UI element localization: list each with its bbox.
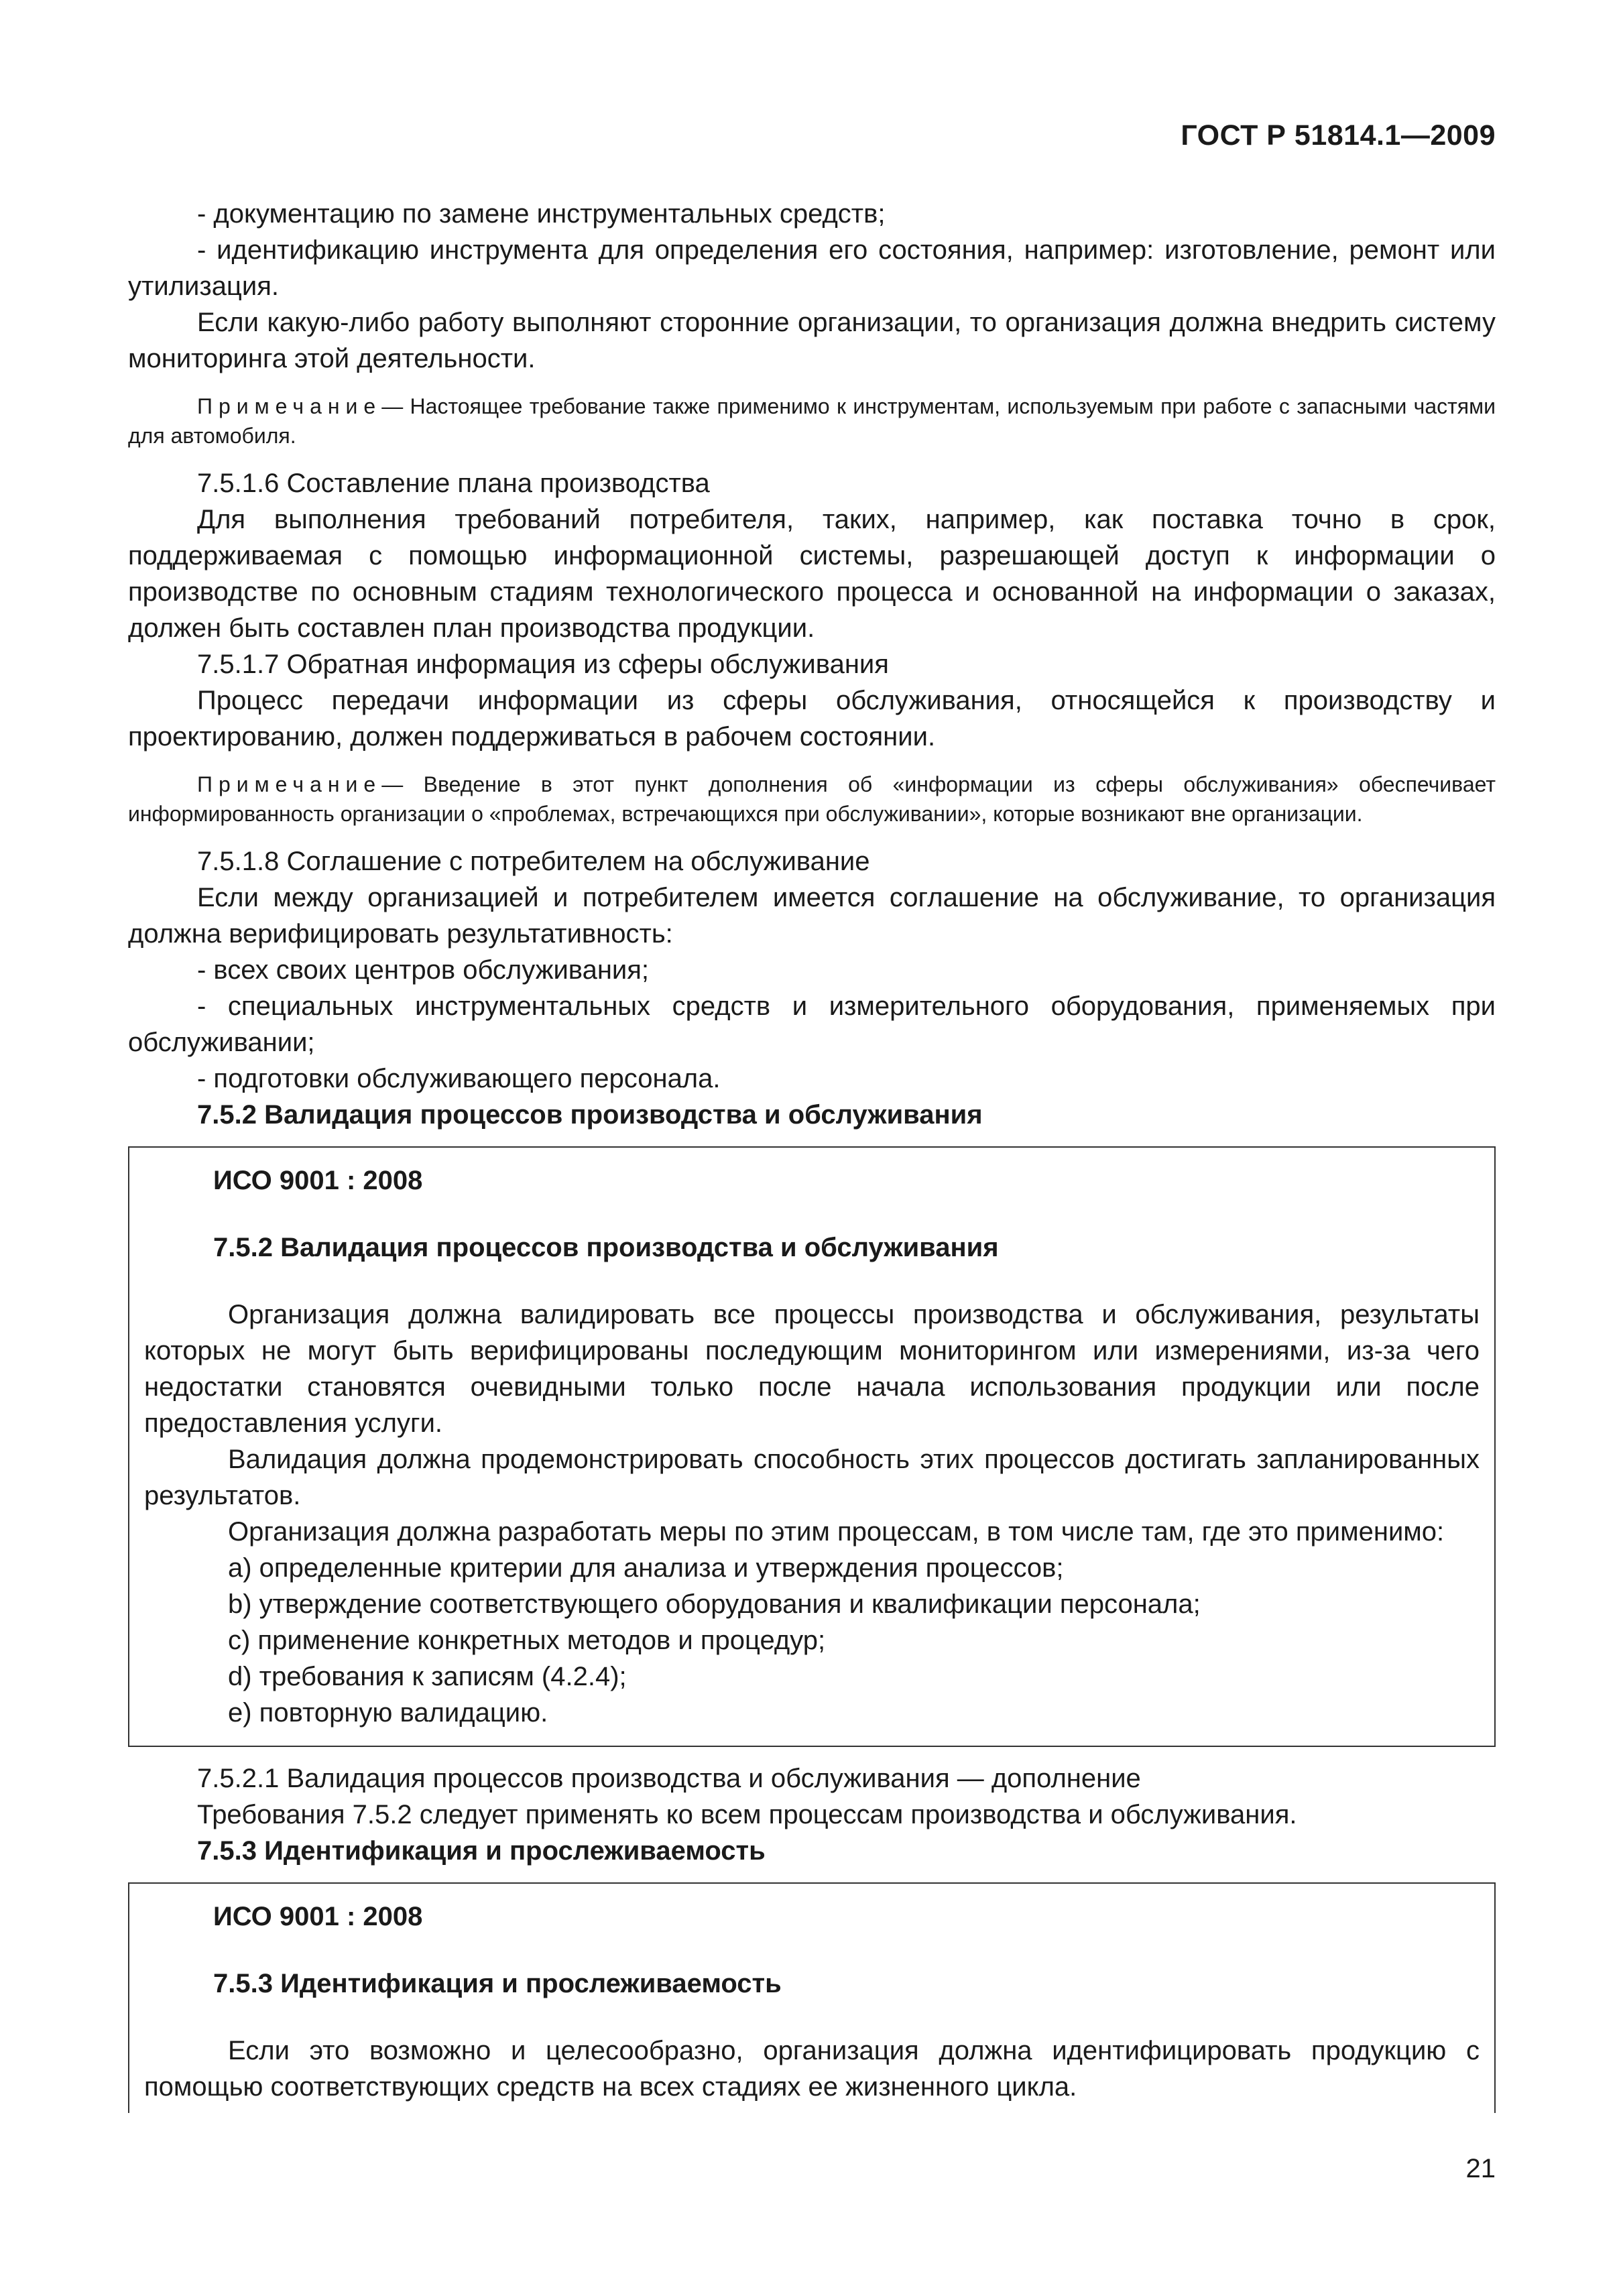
list-item: b) утверждение соответствующего оборудования и квалификации персонала; <box>228 1589 1201 1619</box>
note-label: Примечание <box>197 394 382 418</box>
page-number: 21 <box>1465 2154 1496 2183</box>
paragraph: Организация должна валидировать все процессы производства и обслуживания, результаты которых не могут быть верифицированы последующим мониторингом или измерениями, из-за чего недостатки становятся очевидными только после начала использования продукции или после предоставления услуги. <box>144 1300 1480 1438</box>
note-text: — Настоящее требование также применимо к инструментам, используемым при работе с запасными частями для автомобиля. <box>128 394 1496 448</box>
section-heading: 7.5.3 Идентификация и прослеживаемость <box>197 1836 766 1866</box>
list-item: a) определенные критерии для анализа и утверждения процессов; <box>228 1553 1064 1583</box>
section-title: 7.5.1.6 Составление плана производства <box>197 469 710 498</box>
iso-quote-box <box>128 1146 1496 1747</box>
paragraph: Валидация должна продемонстрировать способность этих процессов достигать запланированных результатов. <box>144 1445 1480 1510</box>
section-title: 7.5.2.1 Валидация процессов производства и обслуживания — дополнение <box>197 1764 1141 1793</box>
paragraph: Требования 7.5.2 следует применять ко всем процессам производства и обслуживания. <box>197 1800 1297 1829</box>
note-text: — Введение в этот пункт дополнения об «информации из сферы обслуживания» обеспечивает информированность организации о «проблемах, встречающихся при обслуживании», которые возникают вне организации. <box>128 772 1496 826</box>
note <box>128 770 1496 829</box>
box-heading: 7.5.3 Идентификация и прослеживаемость <box>213 1969 782 1998</box>
note-label: Примечание <box>197 772 382 796</box>
paragraph: Организация должна разработать меры по этим процессам, в том числе там, где это применимо: <box>228 1517 1445 1547</box>
list-item: - подготовки обслуживающего персонала. <box>197 1064 721 1093</box>
iso-quote-box <box>128 1882 1496 2113</box>
list-item: d) требования к записям (4.2.4); <box>228 1662 627 1691</box>
section-title: 7.5.1.8 Соглашение с потребителем на обслуживание <box>197 847 870 876</box>
list-item: e) повторную валидацию. <box>228 1698 548 1728</box>
list-item: c) применение конкретных методов и процедур; <box>228 1626 826 1655</box>
list-item: - специальных инструментальных средств и измерительного оборудования, применяемых при обслуживании; <box>128 991 1496 1057</box>
paragraph: Для выполнения требований потребителя, таких, например, как поставка точно в срок, поддерживаемая с помощью информационной системы, разрешающей доступ к информации о производстве по основным стадиям технологического процесса и основанной на информации о заказах, должен быть составлен план производства продукции. <box>128 505 1496 643</box>
paragraph: Процесс передачи информации из сферы обслуживания, относящейся к производству и проектированию, должен поддерживаться в рабочем состоянии. <box>128 686 1496 751</box>
page-content <box>128 196 1496 2113</box>
section-title: 7.5.1.7 Обратная информация из сферы обслуживания <box>197 650 889 679</box>
paragraph: Если какую-либо работу выполняют сторонние организации, то организация должна внедрить систему мониторинга этой деятельности. <box>128 308 1496 373</box>
list-item: - документацию по замене инструментальных средств; <box>197 199 886 229</box>
list-item: - всех своих центров обслуживания; <box>197 955 650 985</box>
paragraph: Если между организацией и потребителем имеется соглашение на обслуживание, то организация должна верифицировать результативность: <box>128 883 1496 949</box>
box-heading: 7.5.2 Валидация процессов производства и обслуживания <box>213 1233 999 1262</box>
iso-reference: ИСО 9001 : 2008 <box>213 1902 423 1931</box>
note <box>128 391 1496 450</box>
box-body <box>129 1296 1480 1731</box>
section-heading: 7.5.2 Валидация процессов производства и обслуживания <box>197 1100 983 1130</box>
box-body <box>129 2033 1480 2105</box>
document-id: ГОСТ Р 51814.1—2009 <box>1181 119 1496 152</box>
list-item: - идентификацию инструмента для определения его состояния, например: изготовление, ремонт или утилизация. <box>128 235 1496 301</box>
paragraph: Если это возможно и целесообразно, организация должна идентифицировать продукцию с помощью соответствующих средств на всех стадиях ее жизненного цикла. <box>144 2036 1480 2102</box>
iso-reference: ИСО 9001 : 2008 <box>213 1166 423 1195</box>
